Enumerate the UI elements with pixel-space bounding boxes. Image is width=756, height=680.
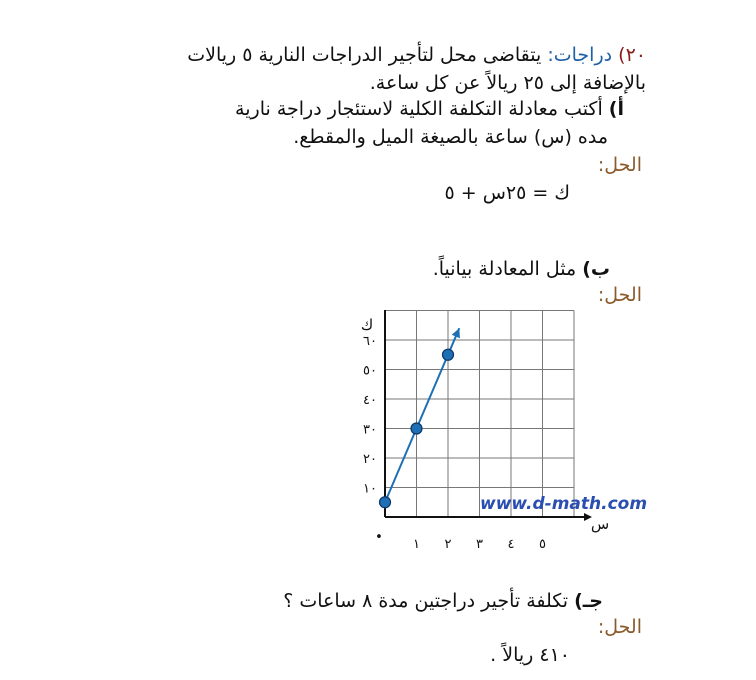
y-tick-label: ٤٠ [363, 393, 377, 408]
part-a-label: أ) [608, 98, 624, 120]
x-tick-label: ٤ [507, 537, 515, 552]
part-c-text: تكلفة تأجير دراجتين مدة ٨ ساعات ؟ [283, 590, 569, 612]
y-tick-label: ٢٠ [363, 452, 377, 467]
part-a-text-1: أكتب معادلة التكلفة الكلية لاستئجار دراجة نارية [235, 98, 603, 120]
part-c-answer: ٤١٠ ريالاً . [490, 644, 570, 666]
cost-graph [360, 310, 650, 555]
x-tick-label: ٥ [539, 537, 546, 552]
x-tick-label: ١ [413, 537, 420, 552]
solution-label-b: الحل: [597, 284, 642, 306]
problem-topic: دراجات: [547, 44, 613, 66]
graph-axes [381, 310, 592, 521]
part-b-label: ب) [582, 258, 610, 280]
y-tick-label: ٥٠ [363, 363, 377, 379]
part-c-line [283, 588, 603, 615]
y-tick-label: ١٠ [363, 481, 377, 497]
watermark: www.d-math.com [480, 494, 648, 514]
x-tick-label: ٣ [476, 537, 483, 552]
data-point [443, 349, 454, 360]
problem-line-1 [187, 42, 646, 69]
origin-label: • [375, 530, 383, 545]
part-b-line [433, 256, 610, 283]
y-tick-label: ٦٠ [363, 334, 377, 349]
y-tick-label: ٣٠ [363, 422, 377, 438]
graph-grid [385, 311, 574, 518]
solution-label-c: الحل: [597, 616, 642, 638]
graph-tick-labels [363, 334, 546, 552]
part-b-text: مثل المعادلة بيانياً. [432, 258, 577, 280]
y-axis-label: ك [360, 316, 374, 334]
data-point [411, 423, 422, 434]
part-a-line-2: مده (س) ساعة بالصيغة الميل والمقطع. [293, 126, 608, 148]
data-point [380, 497, 391, 508]
part-c-label: جـ) [574, 590, 603, 612]
solution-label-a: الحل: [597, 154, 642, 176]
part-a-line-1 [235, 96, 624, 123]
x-axis-label: س [590, 515, 610, 533]
problem-line-2: بالإضافة إلى ٢٥ ريالاً عن كل ساعة. [369, 72, 646, 94]
problem-line-1-text: يتقاضى محل لتأجير الدراجات النارية ٥ ريالات [187, 44, 542, 66]
part-a-answer: ك = ٢٥س + ٥ [444, 182, 570, 204]
problem-number: ٢٠) [618, 44, 646, 66]
x-tick-label: ٢ [444, 537, 452, 552]
